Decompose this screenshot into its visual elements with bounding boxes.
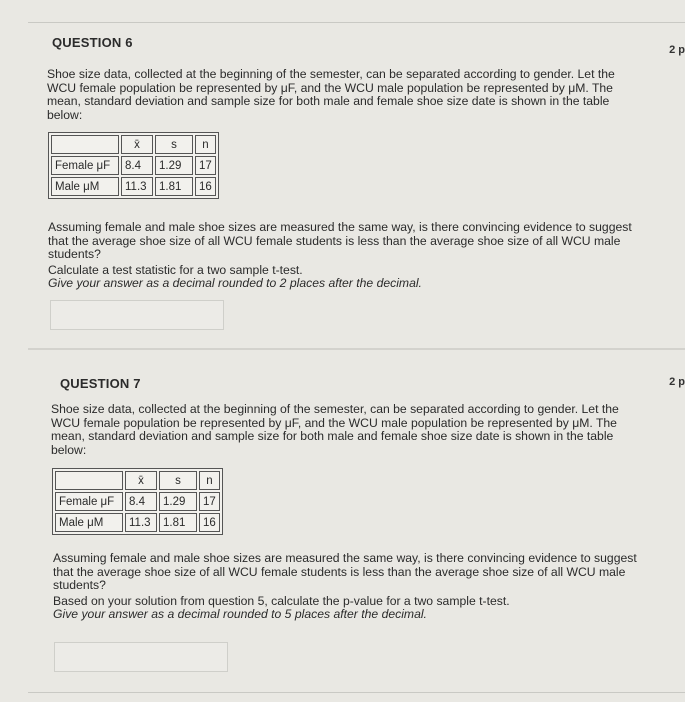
table-cell: 17	[199, 492, 220, 511]
question-intro: Shoe size data, collected at the beginning of the semester, can be separated according to gender. Let the WCU female population be represented by μF, and the WCU male population be represented by μM. The mean, standard deviation and sample size for both male and female shoe size date is shown in the table below:	[51, 402, 619, 457]
question-title: QUESTION 7	[60, 376, 141, 391]
table-cell: Female μF	[55, 492, 123, 511]
table-header-cell: x̄	[125, 471, 157, 490]
table-cell: 1.81	[155, 177, 193, 196]
question-intro: Shoe size data, collected at the beginning of the semester, can be separated according to gender. Let the WCU female population be represented by μF, and the WCU male population be represented by μM. The mean, standard deviation and sample size for both male and female shoe size date is shown in the table below:	[47, 67, 615, 122]
table-cell: 17	[195, 156, 216, 175]
table-cell: 11.3	[125, 513, 157, 532]
table-header-row	[51, 135, 216, 154]
table-cell: Male μM	[55, 513, 123, 532]
table-header-cell: s	[159, 471, 197, 490]
table-header-cell: n	[195, 135, 216, 154]
table-header-cell	[51, 135, 119, 154]
table-row	[55, 492, 220, 511]
question-prompt: Assuming female and male shoe sizes are measured the same way, is there convincing evidence to suggest that the average shoe size of all WCU female students is less than the average shoe size of all WCU male students?	[53, 551, 637, 592]
table-cell: Male μM	[51, 177, 119, 196]
table-cell: Female μF	[51, 156, 119, 175]
table-cell: 8.4	[125, 492, 157, 511]
table-header-cell: s	[155, 135, 193, 154]
question-task: Calculate a test statistic for a two sample t-test.	[48, 262, 303, 277]
table-row	[55, 513, 220, 532]
question-prompt: Assuming female and male shoe sizes are measured the same way, is there convincing evidence to suggest that the average shoe size of all WCU female students is less than the average shoe size of all WCU male students?	[48, 220, 632, 261]
table-cell: 11.3	[121, 177, 153, 196]
table-row	[51, 177, 216, 196]
table-cell: 16	[199, 513, 220, 532]
points-label: 2 p	[669, 44, 685, 56]
bottom-divider	[28, 692, 685, 693]
table-cell: 1.29	[159, 492, 197, 511]
table-header-cell: x̄	[121, 135, 153, 154]
question-6-block	[32, 30, 685, 340]
answer-input[interactable]	[50, 300, 224, 330]
question-divider	[28, 348, 685, 350]
table-cell: 16	[195, 177, 216, 196]
question-7-block	[32, 372, 685, 702]
table-cell: 1.29	[155, 156, 193, 175]
table-header-row	[55, 471, 220, 490]
points-label: 2 p	[669, 376, 685, 388]
table-header-cell	[55, 471, 123, 490]
table-cell: 8.4	[121, 156, 153, 175]
stats-table	[48, 132, 219, 199]
answer-instruction: Give your answer as a decimal rounded to 5 places after the decimal.	[53, 607, 427, 621]
top-divider	[28, 22, 685, 23]
table-cell: 1.81	[159, 513, 197, 532]
table-header-cell: n	[199, 471, 220, 490]
question-title: QUESTION 6	[52, 35, 133, 50]
stats-table	[52, 468, 223, 535]
answer-instruction: Give your answer as a decimal rounded to 2 places after the decimal.	[48, 276, 422, 290]
answer-input[interactable]	[54, 642, 228, 672]
table-row	[51, 156, 216, 175]
question-task: Based on your solution from question 5, calculate the p-value for a two sample t-test.	[53, 593, 510, 608]
